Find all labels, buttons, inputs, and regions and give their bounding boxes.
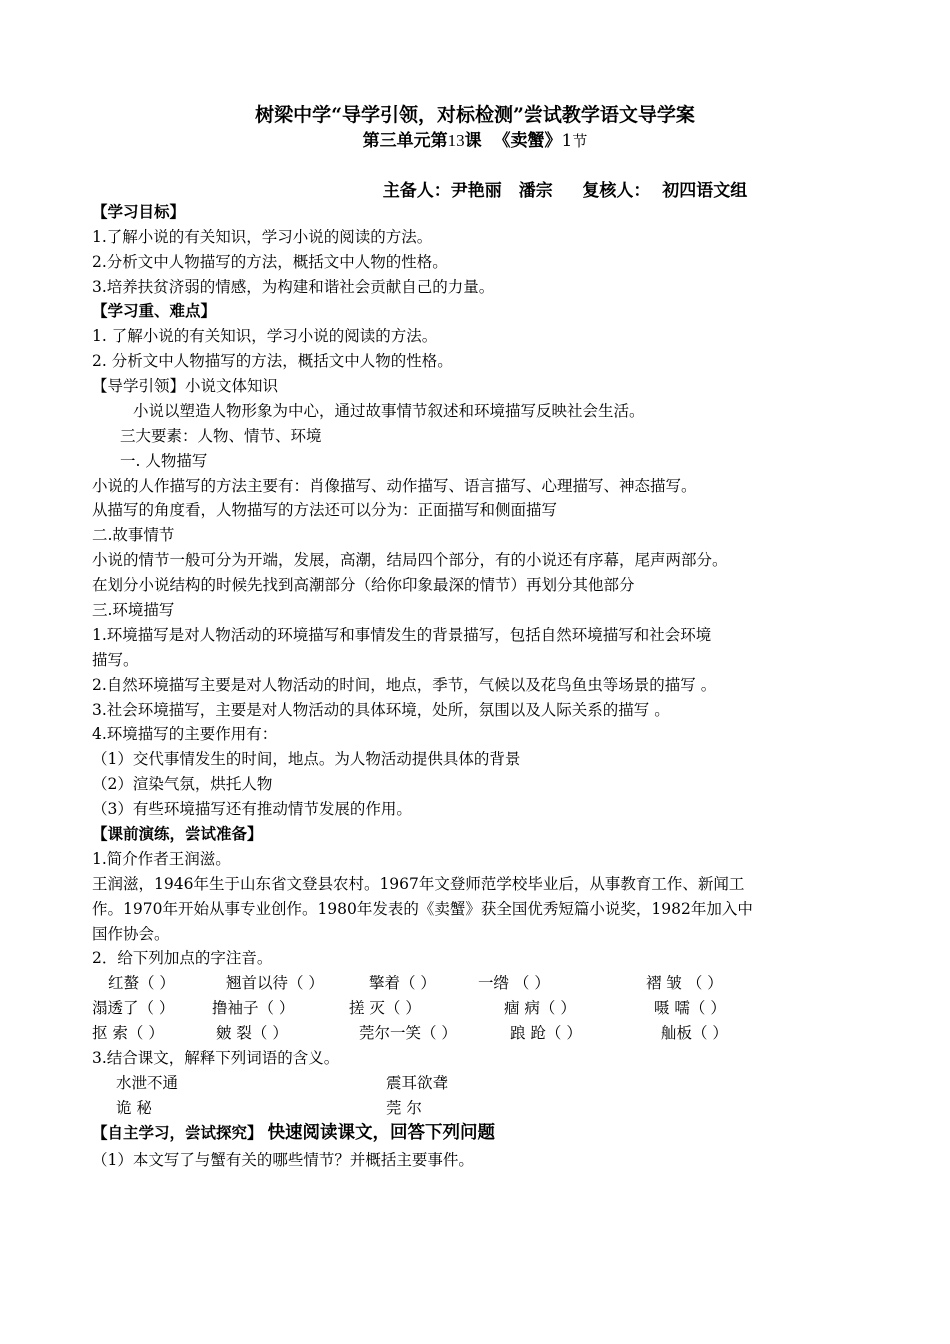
preparer-label: 主备人： [382, 181, 451, 201]
preparers: 尹艳丽 潘宗 [450, 181, 553, 201]
lesson-line [0, 126, 950, 151]
env-4: 4.环境描写的主要作用有： [92, 725, 278, 743]
character-p2: 从描写的角度看，人物描写的方法还可以分为：正面描写和侧面描写 [92, 501, 558, 519]
lesson-label: 课 [464, 131, 482, 151]
term: 震耳欲聋 [386, 1074, 449, 1092]
pinyin-item[interactable]: 溻透了（ ） [92, 999, 175, 1017]
three-elements: 三大要素：人物、情节、环境 [120, 427, 322, 445]
term: 诡 秘 [116, 1099, 152, 1117]
character-p1: 小说的人作描写的方法主要有：肖像描写、动作描写、语言描写、心理描写、神态描写。 [92, 477, 697, 495]
pinyin-row [0, 971, 950, 995]
pinyin-row [0, 996, 950, 1020]
pinyin-item[interactable]: 嗫 嚅（ ） [654, 999, 726, 1017]
explore-task: 快速阅读课文，回答下列问题 [267, 1123, 495, 1143]
pinyin-item[interactable]: 皴 裂（ ） [216, 1024, 288, 1042]
bio-line-3: 国作协会。 [92, 925, 170, 943]
pinyin-item[interactable]: 踉 跄（ ） [510, 1024, 582, 1042]
pinyin-item[interactable]: 一绺 （ ） [478, 974, 550, 992]
bio-line-1: 王润滋，1946年生于山东省文登县农村。1967年文登师范学校毕业后，从事教育工作、新闻工 [92, 875, 745, 893]
explore-heading: 【自主学习，尝试探究】 [92, 1123, 263, 1142]
term-row [0, 1071, 950, 1095]
pinyin-item[interactable]: 擎着（ ） [369, 974, 436, 992]
pinyin-item[interactable]: 搓 灭（ ） [349, 999, 421, 1017]
env-function-2: （2）渲染气氛，烘托人物 [92, 775, 273, 793]
pinyin-item[interactable]: 褶 皱 （ ） [646, 974, 723, 992]
prep-q2: 2．给下列加点的字注音。 [92, 949, 273, 967]
objective-3: 3.培养扶贫济弱的情感，为构建和谐社会贡献自己的力量。 [92, 278, 495, 296]
pinyin-item[interactable]: 莞尔一笑（ ） [359, 1024, 457, 1042]
objective-2: 2.分析文中人物描写的方法，概括文中人物的性格。 [92, 253, 448, 271]
plot-p1: 小说的情节一般可分为开端，发展，高潮，结局四个部分，有的小说还有序幕，尾声两部分。 [92, 551, 728, 569]
explore-q1: （1）本文写了与蟹有关的哪些情节？并概括主要事件。 [92, 1151, 474, 1169]
lesson-title: 《卖蟹》 [493, 131, 562, 151]
section-character: 一. 人物描写 [120, 452, 208, 470]
term: 水泄不通 [116, 1074, 179, 1092]
env-function-3: （3）有些环境描写还有推动情节发展的作用。 [92, 800, 412, 818]
term-row [0, 1096, 950, 1120]
reviewer-label: 复核人： [582, 181, 651, 201]
plot-p2: 在划分小说结构的时候先找到高潮部分（给你印象最深的情节）再划分其他部分 [92, 576, 635, 594]
prep-q1: 1.简介作者王润滋。 [92, 850, 231, 868]
env-1b: 描写。 [92, 651, 139, 669]
explore-line [92, 1121, 495, 1145]
unit-prefix: 第三单元第 [362, 131, 448, 151]
prep-heading: 【课前演练，尝试准备】 [92, 824, 263, 843]
key-point-2: 2. 分析文中人物描写的方法，概括文中人物的性格。 [92, 352, 453, 370]
env-function-1: （1）交代事情发生的时间，地点。为人物活动提供具体的背景 [92, 750, 521, 768]
key-point-1: 1. 了解小说的有关知识，学习小说的阅读的方法。 [92, 327, 438, 345]
doc-title: 树梁中学“导学引领，对标检测”尝试教学语文导学案 [255, 104, 695, 126]
env-2: 2.自然环境描写主要是对人物活动的时间，地点，季节，气候以及花鸟鱼虫等场景的描写 。 [92, 676, 717, 694]
pinyin-item[interactable]: 红螯（ ） [108, 974, 175, 992]
section-number: 1 [561, 131, 573, 151]
prep-q3: 3.结合课文，解释下列词语的含义。 [92, 1049, 340, 1067]
pinyin-item[interactable]: 抠 索（ ） [92, 1024, 164, 1042]
guide-heading: 【导学引领】小说文体知识 [92, 377, 279, 395]
section-plot: 二.故事情节 [92, 526, 175, 544]
section-label: 节 [572, 132, 588, 150]
reviewer: 初四语文组 [662, 181, 748, 201]
env-3: 3.社会环境描写，主要是对人物活动的具体环境，处所，氛围以及人际关系的描写 。 [92, 701, 670, 719]
pinyin-item[interactable]: 撸袖子（ ） [212, 999, 295, 1017]
guide-intro: 小说以塑造人物形象为中心，通过故事情节叙述和环境描写反映社会生活。 [133, 402, 645, 420]
pinyin-item[interactable]: 痼 病（ ） [504, 999, 576, 1017]
term: 莞 尔 [386, 1099, 422, 1117]
pinyin-item[interactable]: 翘首以待（ ） [226, 974, 324, 992]
lesson-number: 13 [447, 131, 465, 150]
env-1a: 1.环境描写是对人物活动的环境描写和事情发生的背景描写，包括自然环境描写和社会环境 [92, 626, 712, 644]
objective-1: 1.了解小说的有关知识，学习小说的阅读的方法。 [92, 228, 433, 246]
bio-line-2: 作。1970年开始从事专业创作。1980年发表的《卖蟹》获全国优秀短篇小说奖，1982年加入中 [92, 900, 753, 918]
pinyin-item[interactable]: 舢板（ ） [661, 1024, 728, 1042]
pinyin-row [0, 1021, 950, 1045]
key-points-heading: 【学习重、难点】 [92, 301, 217, 320]
authors-line [90, 176, 950, 201]
section-environment: 三.环境描写 [92, 601, 175, 619]
objectives-heading: 【学习目标】 [92, 202, 186, 221]
